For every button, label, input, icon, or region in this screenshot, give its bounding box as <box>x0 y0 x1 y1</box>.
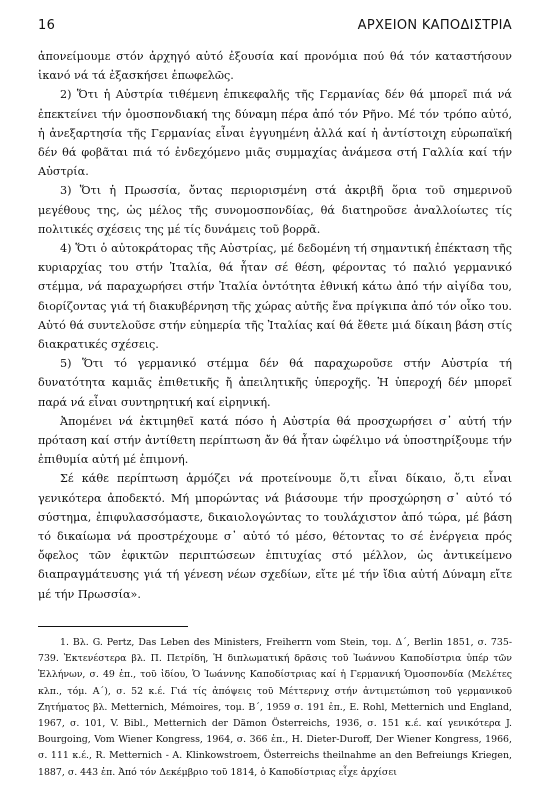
paragraph: 2) Ὅτι ἡ Αὐστρία τιθέμενη ἐπικεφαλῆς τῆς Γερμανίας δέν θά μπορεῖ πιά νά ἐπεκτείνει τήν ὁμοσπονδιακή της δύναμη πέρα ἀπό τόν Ρῆνο. Μέ τόν τρόπο αὐτό, ἡ ἀνεξαρτησία τῆς Γερμανίας εἶναι ἐγγυημένη ἀλλά καί ἡ ἀντίστοιχη εὐρωπαϊκή δέν θά φοβᾶται πιά τό ἐνδεχόμενο μιᾶς συμμαχίας ἀνάμεσα στή Γαλλία καί τήν Αὐστρία. <box>38 88 512 179</box>
body-text <box>38 47 512 604</box>
running-title: ΑΡΧΕΙΟΝ ΚΑΠΟΔΙΣΤΡΙΑ <box>357 18 512 33</box>
paragraph: Ἀπομένει νά ἐκτιμηθεῖ κατά πόσο ἡ Αὐστρία θά προσχωρήσει σ᾽ αὐτή τήν πρόταση καί στήν ἀντίθετη περίπτωση ἄν θά ἦταν ὠφέλιμο νά ὑποστηρίξουμε τήν ἐπιθυμία αὐτή μέ ἐπιμονή. <box>38 414 512 467</box>
paragraph: ἀπονείμουμε στόν ἀρχηγό αὐτό ἐξουσία καί προνόμια πού θά τόν καταστήσουν ἱκανό νά τά ἐξασκήσει ἐπωφελῶς. <box>38 50 512 83</box>
page-header <box>38 18 512 33</box>
paragraph: 4) Ὅτι ὁ αὐτοκράτορας τῆς Αὐστρίας, μέ δεδομένη τή σημαντική ἐπέκταση τῆς κυριαρχίας του στήν Ἰταλία, θά ἦταν σέ θέση, φέροντας τό παλιό γερμανικό στέμμα, νά παραχωρήσει στήν Ἰταλία ὀντότητα ἐθνική κάτω ἀπό τήν αἰγίδα του, διορίζοντας γιά τή διακυβέρνηση τῆς χώρας αὐτῆς ἕνα πρίγκιπα ἀπό τόν οἶκο του. Αὐτό θά συντελοῦσε στήν εὐημερία τῆς Ἰταλίας καί θά ἔθετε μιά δίκαιη βάση στίς διακρατικές σχέσεις. <box>38 242 512 352</box>
paragraph: Σέ κάθε περίπτωση ἁρμόζει νά προτείνουμε ὅ,τι εἶναι δίκαιο, ὅ,τι εἶναι γενικότερα ἀποδεκτό. Μή μπορώντας νά βιάσουμε τήν προσχώρηση σ᾽ αὐτό τό σύστημα, ἐπιφυλασσόμαστε, δικαιολογώντας το τουλάχιστον ἀπό τώρα, μέ βάση τό δικαίωμα νά προστρέχουμε σ᾽ αὐτό τό μέσο, θέτοντας το σέ ἐνέργεια πρός ὄφελος τῶν ἐφικτῶν περιπτώσεων ἐπιτυχίας στό μέλλον, ὡς ἀντικείμενο διαπραγμάτευσης γιά τή γένεση νέων σχεδίων, εἴτε μέ τήν ἴδια αὐτή Δύναμη εἴτε μέ τήν Πρωσσία». <box>38 472 512 601</box>
page-number: 16 <box>38 18 56 33</box>
paragraph: 3) Ὅτι ἡ Πρωσσία, ὄντας περιορισμένη στά ἀκριβῆ ὅρια τοῦ σημερινοῦ μεγέθους της, ὡς μέλος τῆς συνομοσπονδίας, θά διατηροῦσε ἀναλλοίωτες τίς πολιτικές σχέσεις της μέ τίς δυνάμεις τοῦ βορρᾶ. <box>38 184 512 236</box>
footnote: 1. Βλ. G. Pertz, Das Leben des Ministers, Freiherrn vom Stein, τομ. Δ´, Berlin 1851, σ. 735-739. Ἐκτενέστερα βλ. Π. Πετρίδη, Ἡ διπλωματική δρᾶσις τοῦ Ἰωάννου Καποδίστρια ὑπέρ τῶν Ἑλλήνων, σ. 49 ἐπ., τοῦ ἰδίου, Ὁ Ἰωάννης Καποδίστριας καί ἡ Γερμανική Ὁμοσπονδία (Μελέτες κλπ., τόμ. Α´), σ. 52 κ.έ. Γιά τίς ἀπόψεις τοῦ Μέττερνιχ στήν ἀντιμετώπιση τοῦ γερμανικοῦ Ζητήματος βλ. Metternich, Mémoires, τομ. Β´, 1959 σ. 191 ἐπ., E. Rohl, Metternich und England, 1967, σ. 101, V. Bibl., Metternich der Dämon Österreichs, 1936, σ. 151 κ.έ. καί γενικότερα J. Bourgoing, Vom Wiener Kongress, 1964, σ. 366 ἐπ., H. Dieter-Duroff, Der Wiener Kongress, 1966, σ. 111 κ.έ., R. Metternich - A. Klinkowstroem, Österreichs theilnahme an den Befreiungs Kriegen, 1887, σ. 443 ἐπ. Ἀπό τόν Δεκέμβριο τοῦ 1814, ὁ Καποδίστριας εἶχε ἀρχίσει <box>38 636 512 778</box>
footnote-divider <box>38 626 188 627</box>
paragraph: 5) Ὅτι τό γερμανικό στέμμα δέν θά παραχωροῦσε στήν Αὐστρία τή δυνατότητα καμιᾶς ἐπιθετικῆς ἤ ἀπειλητικῆς ὑπεροχῆς. Ἡ ὑπεροχή δέν μπορεῖ παρά νά εἶναι συντηρητική καί εἰρηνική. <box>38 357 512 409</box>
